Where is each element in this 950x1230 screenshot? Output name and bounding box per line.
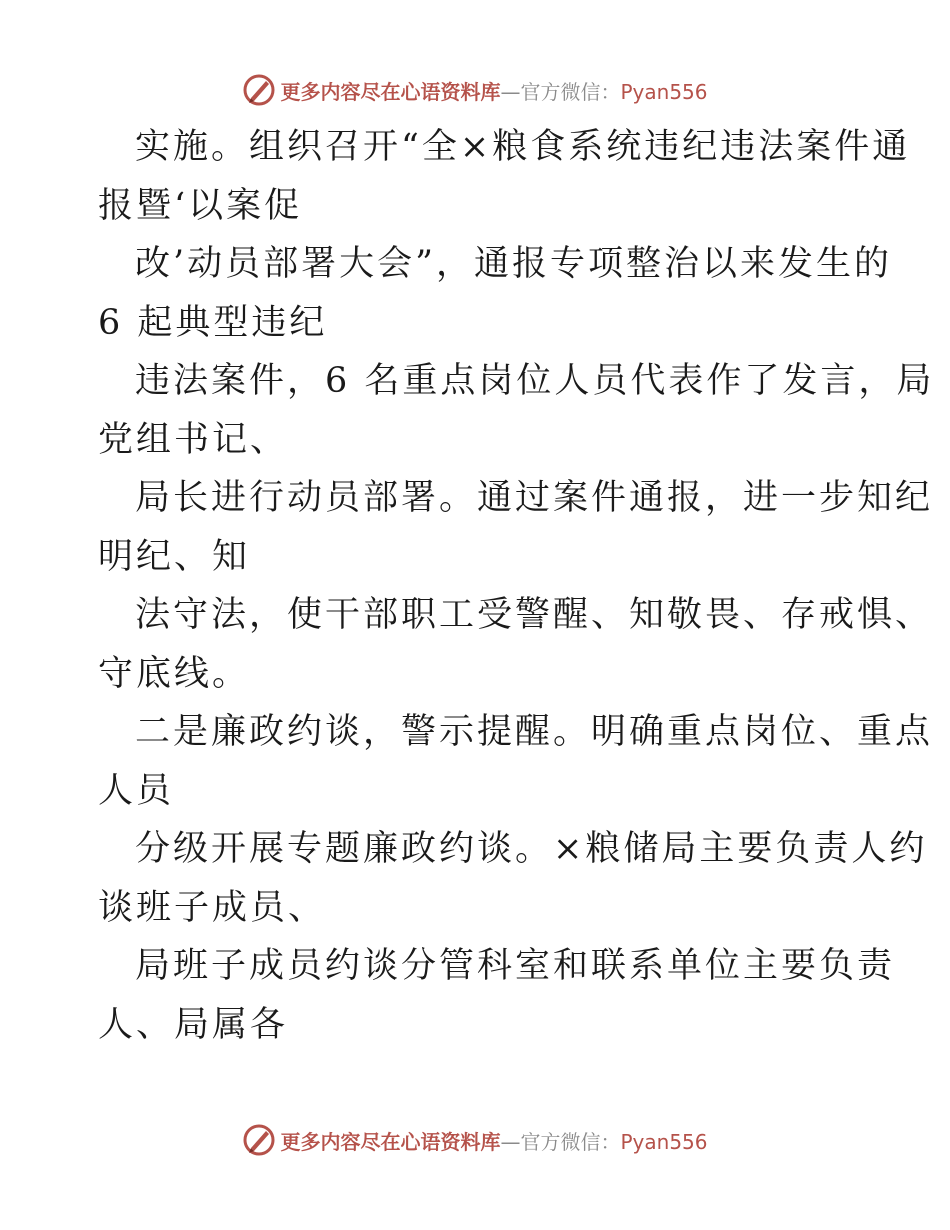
text-line: 明纪、知 — [98, 536, 251, 577]
banner-wechat-id: Pyan556 — [620, 1129, 708, 1154]
pen-seal-icon — [242, 73, 276, 107]
text-line: 6 起典型违纪 — [98, 302, 328, 343]
banner-wechat-label: —官方微信： — [500, 79, 621, 104]
text-line: 报暨‘以案促 — [98, 185, 303, 226]
banner-text — [280, 76, 707, 105]
header-banner — [0, 70, 950, 110]
banner-site-name: 更多内容尽在心语资料库 — [280, 79, 501, 104]
text-line: 改’动员部署大会”，通报专项整治以来发生的 — [135, 244, 893, 284]
text-line: 守底线。 — [98, 653, 251, 694]
body-text — [98, 118, 935, 1054]
text-line: 违法案件，6 名重点岗位人员代表作了发言，局 — [135, 361, 935, 401]
text-line: 法守法，使干部职工受警醒、知敬畏、存戒惧、 — [135, 595, 934, 635]
text-line: 局班子成员约谈分管科室和联系单位主要负责 — [135, 946, 896, 986]
banner-wechat-label: —官方微信： — [500, 1129, 621, 1154]
text-line: 二是廉政约谈，警示提醒。明确重点岗位、重点 — [135, 712, 934, 752]
text-line: 分级开展专题廉政约谈。×粮储局主要负责人约 — [135, 829, 928, 869]
footer-banner — [0, 1120, 950, 1160]
banner-wechat-id: Pyan556 — [620, 79, 708, 104]
banner-site-name: 更多内容尽在心语资料库 — [280, 1129, 501, 1154]
pen-seal-icon — [242, 1123, 276, 1157]
text-line: 局长进行动员部署。通过案件通报，进一步知纪 — [135, 478, 934, 518]
banner-text — [280, 1126, 707, 1155]
text-line: 谈班子成员、 — [98, 887, 327, 928]
text-line: 人、局属各 — [98, 1004, 289, 1045]
text-line: 人员 — [98, 770, 175, 811]
text-line: 党组书记、 — [98, 419, 289, 460]
text-line: 实施。组织召开“全×粮食系统违纪违法案件通 — [135, 127, 911, 167]
